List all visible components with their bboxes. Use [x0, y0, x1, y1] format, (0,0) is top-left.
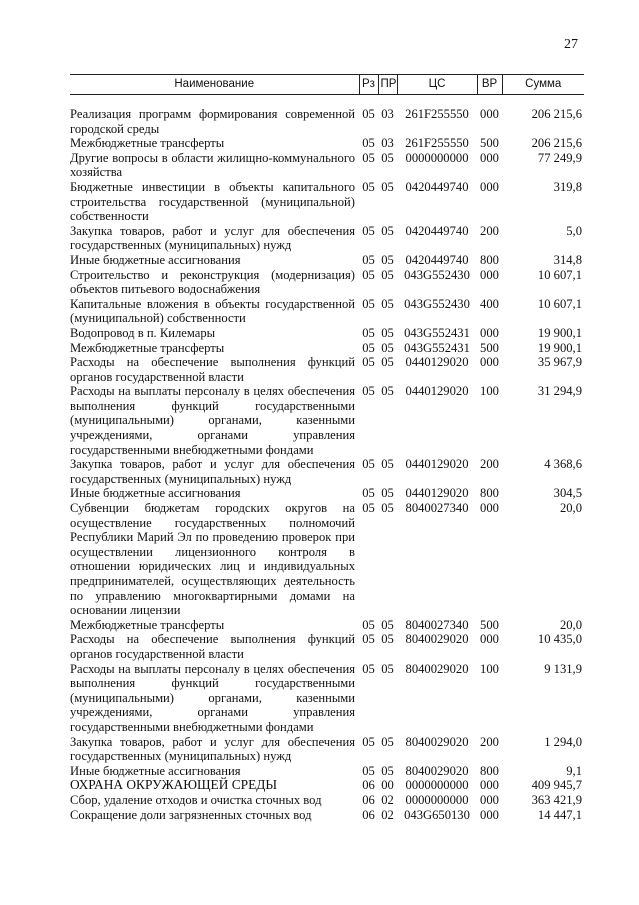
cell-pr: 05	[381, 340, 394, 355]
cell-rz: 05	[362, 617, 375, 632]
cell-vr: 800	[480, 763, 499, 778]
header-pr: ПР	[378, 75, 397, 95]
cell-name: Расходы на выплаты персоналу в целях обеспечения выполнения функций государственными (муниципальными) органами, казенными учреждениями, органами управления государственными внебюджетными фондами	[70, 384, 355, 457]
cell-pr: 05	[381, 179, 394, 194]
cell-vr: 200	[480, 734, 499, 749]
cell-cs: 0420449740	[405, 223, 469, 238]
cell-pr: 05	[381, 486, 394, 501]
table-row	[70, 808, 584, 823]
cell-sum: 9,1	[566, 763, 582, 778]
cell-vr: 800	[480, 252, 499, 267]
cell-sum: 319,8	[553, 179, 582, 194]
cell-cs: 0440129020	[405, 384, 469, 399]
cell-vr: 000	[480, 179, 499, 194]
cell-pr: 05	[381, 661, 394, 676]
cell-cs: 8040029020	[405, 763, 469, 778]
cell-cs: 0000000000	[405, 150, 469, 165]
budget-table	[70, 74, 584, 822]
table-row	[70, 618, 584, 633]
table-body	[70, 95, 584, 823]
cell-rz: 05	[362, 107, 375, 121]
cell-sum: 5,0	[566, 223, 582, 238]
cell-pr: 03	[381, 136, 394, 151]
cell-cs: 8040029020	[405, 661, 469, 676]
table-row	[70, 341, 584, 356]
cell-rz: 05	[362, 136, 375, 151]
cell-vr: 000	[480, 325, 499, 340]
table-row	[70, 107, 584, 136]
cell-rz: 05	[362, 296, 375, 311]
cell-rz: 06	[362, 807, 375, 822]
table-row	[70, 384, 584, 457]
cell-vr: 100	[480, 661, 499, 676]
cell-cs: 043G552430	[404, 267, 470, 282]
cell-sum: 14 447,1	[537, 807, 582, 822]
cell-pr: 05	[381, 457, 394, 472]
cell-cs: 8040027340	[405, 501, 469, 516]
cell-pr: 03	[381, 107, 394, 121]
cell-name: Межбюджетные трансферты	[70, 136, 225, 151]
cell-rz: 05	[362, 501, 375, 516]
table-row	[70, 136, 584, 151]
cell-pr: 05	[381, 223, 394, 238]
cell-pr: 05	[381, 734, 394, 749]
cell-sum: 206 215,6	[531, 107, 582, 121]
cell-rz: 05	[362, 340, 375, 355]
cell-rz: 05	[362, 223, 375, 238]
cell-vr: 000	[480, 807, 499, 822]
cell-name: Иные бюджетные ассигнования	[70, 252, 241, 267]
cell-pr: 05	[381, 296, 394, 311]
cell-rz: 05	[362, 179, 375, 194]
cell-pr: 05	[381, 355, 394, 370]
cell-cs: 0440129020	[405, 355, 469, 370]
cell-cs: 261F255550	[405, 136, 469, 151]
cell-sum: 314,8	[553, 252, 582, 267]
cell-vr: 000	[480, 792, 499, 807]
cell-rz: 05	[362, 355, 375, 370]
table-row	[70, 297, 584, 326]
cell-sum: 10 607,1	[537, 296, 582, 311]
header-rz: Рз	[359, 75, 378, 95]
cell-cs: 261F255550	[405, 107, 469, 121]
cell-pr: 05	[381, 384, 394, 399]
table-row	[70, 793, 584, 808]
table-row	[70, 268, 584, 297]
cell-rz: 05	[362, 150, 375, 165]
cell-pr: 05	[381, 150, 394, 165]
cell-rz: 06	[362, 778, 375, 793]
table-row	[70, 253, 584, 268]
table-row	[70, 764, 584, 779]
cell-sum: 10 607,1	[537, 267, 582, 282]
page-number: 27	[564, 37, 578, 52]
cell-rz: 05	[362, 734, 375, 749]
cell-rz: 05	[362, 661, 375, 676]
cell-cs: 043G552430	[404, 296, 470, 311]
cell-pr: 00	[381, 778, 394, 793]
table-row	[70, 486, 584, 501]
cell-sum: 10 435,0	[537, 632, 582, 647]
cell-vr: 000	[480, 267, 499, 282]
cell-pr: 05	[381, 632, 394, 647]
cell-name: Расходы на выплаты персоналу в целях обеспечения выполнения функций государственными (муниципальными) органами, казенными учреждениями, органами управления государственными внебюджетными фондами	[70, 661, 355, 734]
cell-cs: 0440129020	[405, 486, 469, 501]
cell-name: Межбюджетные трансферты	[70, 340, 225, 355]
cell-name: Сбор, удаление отходов и очистка сточных вод	[70, 792, 322, 807]
cell-pr: 05	[381, 617, 394, 632]
header-sum: Сумма	[502, 75, 584, 95]
cell-name: Бюджетные инвестиции в объекты капитального строительства государственной (муниципальной) собственности	[70, 179, 355, 224]
cell-vr: 500	[480, 136, 499, 151]
table-row	[70, 457, 584, 486]
cell-sum: 19 900,1	[537, 340, 582, 355]
cell-sum: 206 215,6	[531, 136, 582, 151]
cell-sum: 9 131,9	[544, 661, 582, 676]
cell-sum: 1 294,0	[544, 734, 582, 749]
cell-vr: 100	[480, 384, 499, 399]
cell-name: ОХРАНА ОКРУЖАЮЩЕЙ СРЕДЫ	[70, 777, 278, 793]
cell-vr: 000	[480, 501, 499, 516]
cell-vr: 000	[480, 150, 499, 165]
cell-rz: 05	[362, 252, 375, 267]
cell-name: Межбюджетные трансферты	[70, 617, 225, 632]
cell-vr: 500	[480, 617, 499, 632]
cell-cs: 0000000000	[405, 778, 469, 793]
cell-name: Иные бюджетные ассигнования	[70, 486, 241, 501]
table-row	[70, 778, 584, 793]
cell-pr: 05	[381, 325, 394, 340]
cell-sum: 31 294,9	[537, 384, 582, 399]
cell-rz: 05	[362, 632, 375, 647]
header-name: Наименование	[70, 75, 359, 95]
cell-rz: 05	[362, 457, 375, 472]
cell-name: Расходы на обеспечение выполнения функций органов государственной власти	[70, 632, 355, 661]
cell-cs: 043G552431	[404, 325, 470, 340]
table-row	[70, 355, 584, 384]
cell-name: Реализация программ формирования современной городской среды	[70, 107, 355, 136]
cell-rz: 05	[362, 325, 375, 340]
header-cs: ЦС	[397, 75, 477, 95]
cell-cs: 043G552431	[404, 340, 470, 355]
cell-sum: 4 368,6	[544, 457, 582, 472]
cell-sum: 409 945,7	[531, 778, 582, 793]
cell-vr: 200	[480, 223, 499, 238]
table-header	[70, 75, 584, 95]
table-row	[70, 151, 584, 180]
cell-name: Закупка товаров, работ и услуг для обеспечения государственных (муниципальных) нужд	[70, 457, 355, 486]
cell-rz: 05	[362, 763, 375, 778]
cell-cs: 8040029020	[405, 734, 469, 749]
table-row	[70, 632, 584, 661]
cell-sum: 77 249,9	[537, 150, 582, 165]
cell-name: Капитальные вложения в объекты государственной (муниципальной) собственности	[70, 296, 355, 326]
cell-pr: 05	[381, 763, 394, 778]
cell-vr: 000	[480, 632, 499, 647]
cell-rz: 05	[362, 486, 375, 501]
cell-rz: 06	[362, 792, 375, 807]
table-row	[70, 662, 584, 735]
cell-cs: 0000000000	[405, 792, 469, 807]
cell-vr: 000	[480, 778, 499, 793]
cell-vr: 500	[480, 340, 499, 355]
cell-name: Строительство и реконструкция (модернизация) объектов питьевого водоснабжения	[70, 267, 355, 297]
cell-name: Закупка товаров, работ и услуг для обеспечения государственных (муниципальных) нужд	[70, 223, 355, 253]
cell-sum: 20,0	[559, 501, 582, 516]
cell-name: Субвенции бюджетам городских округов на осуществление государственных полномочий Республики Марий Эл по проведению проверок при осуществлении лицензионного контроля в отношении юридических лиц и индивидуальных предпринимателей, осуществляющих деятельность по управлению многоквартирными домами на основании лицензии	[70, 501, 355, 618]
cell-pr: 02	[381, 807, 394, 822]
cell-sum: 19 900,1	[537, 325, 582, 340]
cell-cs: 043G650130	[404, 807, 470, 822]
header-vr: ВР	[477, 75, 502, 95]
cell-name: Иные бюджетные ассигнования	[70, 763, 241, 778]
table-row	[70, 735, 584, 764]
cell-vr: 000	[480, 107, 499, 121]
cell-pr: 05	[381, 267, 394, 282]
cell-sum: 35 967,9	[537, 355, 582, 370]
cell-cs: 0440129020	[405, 457, 469, 472]
cell-vr: 400	[480, 296, 499, 311]
cell-vr: 800	[480, 486, 499, 501]
cell-name: Другие вопросы в области жилищно-коммунального хозяйства	[70, 150, 355, 180]
cell-name: Расходы на обеспечение выполнения функций органов государственной власти	[70, 355, 355, 384]
cell-rz: 05	[362, 384, 375, 399]
cell-cs: 0420449740	[405, 179, 469, 194]
cell-cs: 8040027340	[405, 617, 469, 632]
cell-rz: 05	[362, 267, 375, 282]
cell-sum: 20,0	[559, 617, 582, 632]
table-row	[70, 501, 584, 618]
cell-sum: 363 421,9	[531, 792, 582, 807]
table-row	[70, 180, 584, 224]
cell-cs: 8040029020	[405, 632, 469, 647]
cell-pr: 05	[381, 252, 394, 267]
cell-vr: 200	[480, 457, 499, 472]
cell-pr: 02	[381, 792, 394, 807]
cell-sum: 304,5	[553, 486, 582, 501]
cell-name: Водопровод в п. Килемары	[70, 325, 216, 340]
cell-name: Закупка товаров, работ и услуг для обеспечения государственных (муниципальных) нужд	[70, 734, 355, 764]
cell-name: Сокращение доли загрязненных сточных вод	[70, 807, 312, 822]
cell-cs: 0420449740	[405, 252, 469, 267]
table-row	[70, 224, 584, 253]
table-row	[70, 326, 584, 341]
cell-pr: 05	[381, 501, 394, 516]
cell-vr: 000	[480, 355, 499, 370]
